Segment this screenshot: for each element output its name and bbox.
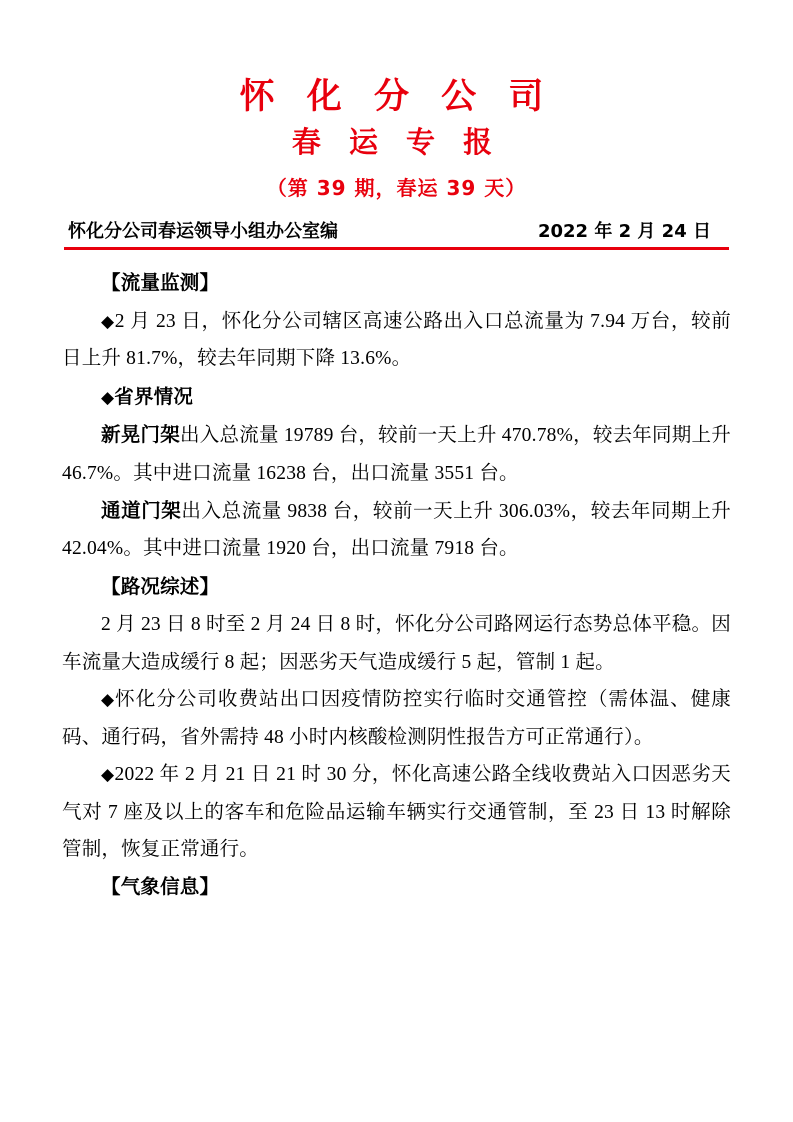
- diamond-bullet-icon: ◆: [101, 387, 115, 408]
- red-divider: [64, 247, 729, 250]
- issue-number: （第 39 期，春运 39 天）: [266, 176, 527, 201]
- section-heading-road-summary: [62, 568, 731, 606]
- byline-date: 2022 年 2 月 24 日: [537, 221, 711, 243]
- paragraph-road-summary-2-text: 怀化分公司收费站出口因疫情防控实行临时交通管控（需体温、健康码、通行码，省外需持 48 小时内核酸检测阴性报告方可正常通行）。: [62, 689, 731, 748]
- section-heading-province-border-label: 省界情况: [114, 384, 194, 408]
- section-heading-weather: [62, 868, 731, 906]
- paragraph-road-summary-3-text: 2022 年 2 月 21 日 21 时 30 分，怀化高速公路全线收费站入口因恶劣天气对 7 座及以上的客车和危险品运输车辆实行交通管制，至 23 日 13 时解除管制，恢复正常通行。: [62, 764, 731, 860]
- paragraph-road-summary-1: 2 月 23 日 8 时至 2 月 24 日 8 时，怀化分公司路网运行态势总体平稳。因车流量大造成缓行 8 起；因恶劣天气造成缓行 5 起，管制 1 起。: [62, 614, 731, 673]
- paragraph-traffic-monitor-text: 2 月 23 日，怀化分公司辖区高速公路出入口总流量为 7.94 万台，较前日上升 81.7%，较去年同期下降 13.6%。: [62, 310, 731, 370]
- paragraph-road-summary-2: [62, 681, 731, 756]
- diamond-bullet-icon: ◆: [101, 765, 115, 786]
- paragraph-traffic-monitor: [62, 303, 731, 378]
- tongdao-gantry-text: 出入总流量 9838 台，较前一天上升 306.03%，较去年同期上升 42.04%。其中进口流量 1920 台，出口流量 7918 台。: [62, 501, 731, 560]
- diamond-bullet-icon: ◆: [101, 311, 115, 332]
- paragraph-road-summary-3: [62, 756, 731, 868]
- section-heading-traffic-monitor: [62, 264, 731, 302]
- section-heading-province-border: [62, 378, 731, 416]
- paragraph-xinhuang-gantry: [62, 416, 731, 492]
- byline-issuer: 怀化分公司春运领导小组办公室编: [68, 221, 338, 243]
- document-body: [62, 264, 731, 906]
- masthead: [62, 74, 731, 162]
- tongdao-gantry-label: 通道门架: [101, 499, 182, 523]
- section-heading-weather-label: 【气象信息】: [101, 875, 220, 899]
- xinhuang-gantry-label: 新晃门架: [101, 423, 180, 447]
- section-heading-traffic-monitor-label: 【流量监测】: [101, 271, 220, 295]
- paragraph-tongdao-gantry: [62, 492, 731, 568]
- xinhuang-gantry-text: 出入总流量 19789 台，较前一天上升 470.78%，较去年同期上升 46.7%。其中进口流量 16238 台，出口流量 3551 台。: [62, 425, 731, 484]
- masthead-title-line2: 春 运 专 报: [291, 125, 502, 160]
- diamond-bullet-icon: ◆: [101, 690, 116, 711]
- section-heading-road-summary-label: 【路况综述】: [101, 574, 220, 598]
- byline-row: [62, 217, 731, 247]
- masthead-title-line1: 怀 化 分 公 司: [239, 77, 554, 117]
